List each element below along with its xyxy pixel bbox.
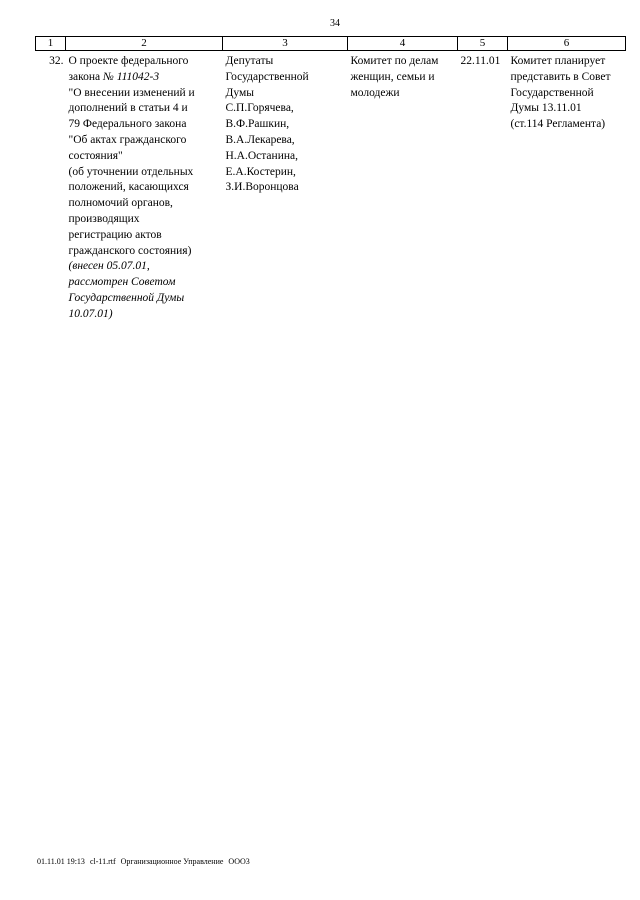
bill-status-line: 10.07.01)	[68, 307, 113, 320]
bill-title-line: полномочий органов,	[68, 197, 173, 210]
bill-title-line: дополнений в статьи 4 и	[68, 102, 188, 115]
plan-line: Думы 13.11.01	[510, 102, 582, 115]
table-row	[36, 51, 626, 323]
bill-title-line: производящих	[68, 212, 140, 225]
bill-status-line: (внесен 05.07.01,	[68, 260, 150, 273]
column-number-1: 1	[36, 37, 66, 51]
column-number-row	[36, 37, 626, 51]
author-line: З.И.Воронцова	[225, 181, 299, 194]
bill-title-line: регистрацию актов	[68, 228, 162, 241]
bill-title-line: положений, касающихся	[68, 181, 189, 194]
bill-title-line: гражданского состояния)	[68, 244, 192, 257]
plan-line: (ст.114 Регламента)	[510, 118, 606, 131]
page-footer	[37, 857, 253, 866]
committee-cell	[348, 51, 458, 323]
plan-cell	[508, 51, 626, 323]
bill-status-line: Государственной Думы	[68, 291, 185, 304]
bill-title-line: О проекте федерального	[68, 55, 189, 67]
plan-line: Комитет планирует	[510, 55, 606, 67]
author-line: Депутаты	[225, 55, 274, 67]
author-line: Н.А.Останина,	[225, 149, 298, 162]
footer-code: ООО3	[228, 857, 250, 866]
date-cell: 22.11.01	[460, 55, 501, 67]
author-line: Думы	[225, 86, 254, 99]
bill-title-line: (об уточнении отдельных	[68, 165, 194, 178]
committee-line: женщин, семьи и	[350, 70, 435, 83]
bill-title-line: 79 Федерального закона	[68, 118, 187, 131]
footer-file: cl-11.rtf	[89, 857, 116, 866]
column-number-3: 3	[223, 37, 348, 51]
author-line: С.П.Горячева,	[225, 102, 294, 115]
bill-number-line	[69, 70, 220, 86]
bill-title-line: "Об актах гражданского	[68, 133, 187, 146]
bill-title-cell	[66, 51, 223, 323]
column-number-2: 2	[66, 37, 223, 51]
author-line: В.А.Лекарева,	[225, 133, 295, 146]
bill-title-line: "О внесении изменений и	[68, 86, 195, 99]
bill-number-prefix: закона	[68, 70, 104, 83]
page-number: 34	[330, 18, 340, 29]
column-number-5: 5	[458, 37, 508, 51]
bill-title-line: состояния"	[68, 149, 123, 162]
author-line: Государственной	[225, 70, 309, 83]
author-line: Е.А.Костерин,	[225, 165, 296, 178]
column-number-4: 4	[348, 37, 458, 51]
footer-timestamp: 01.11.01 19:13	[37, 857, 85, 866]
bill-number: № 111042-3	[103, 70, 160, 83]
plan-line: Государственной	[510, 86, 594, 99]
row-number: 32.	[49, 55, 64, 67]
column-number-6: 6	[508, 37, 626, 51]
authors-cell	[223, 51, 348, 323]
footer-org: Организационное Управление	[120, 857, 224, 866]
plan-line: представить в Совет	[510, 70, 611, 83]
committee-line: Комитет по делам	[350, 55, 439, 67]
bill-status-line: рассмотрен Советом	[68, 276, 176, 289]
author-line: В.Ф.Рашкин,	[225, 118, 290, 131]
committee-line: молодежи	[350, 86, 400, 99]
bills-table	[35, 36, 626, 323]
